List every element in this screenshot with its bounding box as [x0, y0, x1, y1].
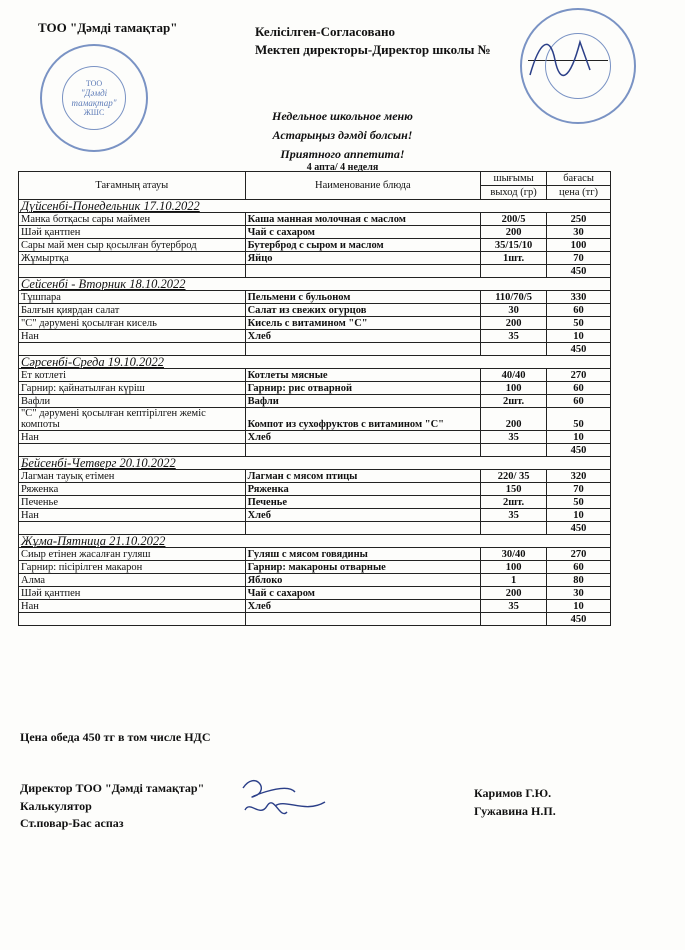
dish-name-kz: Нан — [19, 509, 246, 522]
dish-output: 200 — [481, 317, 547, 330]
dish-name-ru: Гарнир: макароны отварные — [245, 561, 481, 574]
dish-output: 40/40 — [481, 369, 547, 382]
week-label: 4 апта/ 4 неделя — [306, 162, 379, 173]
dish-name-ru: Бутерброд с сыром и маслом — [245, 239, 481, 252]
dish-name-kz: Нан — [19, 431, 246, 444]
dish-price: 60 — [547, 382, 611, 395]
empty-cell — [245, 343, 481, 356]
footer-chef: Ст.повар-Бас аспаз — [20, 816, 124, 830]
dish-name-kz: Нан — [19, 600, 246, 613]
dish-name-kz: "С" дәрумені қосылған кептірілген жеміс компоты — [19, 408, 246, 431]
table-row — [19, 548, 611, 561]
day-header-row — [19, 535, 611, 548]
day-total-row — [19, 613, 611, 626]
dish-name-ru: Хлеб — [245, 600, 481, 613]
col-header-kz: Тағамның атауы — [19, 172, 246, 200]
dish-name-ru: Хлеб — [245, 509, 481, 522]
footer-director: Директор ТОО "Дәмді тамақтар" — [20, 781, 205, 795]
empty-cell — [245, 613, 481, 626]
empty-cell — [481, 613, 547, 626]
dish-name-ru: Каша манная молочная с маслом — [245, 213, 481, 226]
dish-price: 50 — [547, 496, 611, 509]
menu-title: Недельное школьное меню — [272, 109, 413, 123]
empty-cell — [245, 444, 481, 457]
table-row — [19, 252, 611, 265]
dish-name-ru: Компот из сухофруктов с витамином "С" — [245, 408, 481, 431]
day-header-row — [19, 200, 611, 213]
dish-price: 60 — [547, 304, 611, 317]
empty-cell — [245, 265, 481, 278]
dish-price: 10 — [547, 600, 611, 613]
dish-name-ru: Печенье — [245, 496, 481, 509]
day-title: Сәрсенбі-Среда 19.10.2022 — [19, 356, 611, 369]
dish-price: 250 — [547, 213, 611, 226]
dish-output: 200 — [481, 408, 547, 431]
day-total-row — [19, 265, 611, 278]
dish-name-ru: Пельмени с бульоном — [245, 291, 481, 304]
dish-price: 30 — [547, 226, 611, 239]
day-total: 450 — [547, 522, 611, 535]
approval-director-line: Мектеп директоры-Директор школы № — [255, 42, 491, 57]
dish-name-ru: Лагман с мясом птицы — [245, 470, 481, 483]
dish-name-ru: Котлеты мясные — [245, 369, 481, 382]
table-row — [19, 470, 611, 483]
dish-price: 270 — [547, 548, 611, 561]
dish-name-kz: Манка ботқасы сары маймен — [19, 213, 246, 226]
menu-wish-kz: Астарыңыз дәмді болсын! — [272, 128, 413, 142]
dish-price: 50 — [547, 408, 611, 431]
dish-price: 80 — [547, 574, 611, 587]
day-total-row — [19, 343, 611, 356]
dish-output: 30/40 — [481, 548, 547, 561]
dish-price: 10 — [547, 330, 611, 343]
menu-wish-ru: Приятного аппетита! — [280, 147, 405, 161]
dish-price: 10 — [547, 431, 611, 444]
dish-name-ru: Кисель с витамином "С" — [245, 317, 481, 330]
col-header-output: шығымы — [481, 172, 547, 186]
table-row — [19, 600, 611, 613]
dish-output: 200 — [481, 587, 547, 600]
empty-cell — [481, 265, 547, 278]
empty-cell — [19, 522, 246, 535]
dish-name-kz: Балғын қиярдан салат — [19, 304, 246, 317]
handwritten-signatures — [225, 770, 345, 830]
empty-cell — [19, 613, 246, 626]
table-row — [19, 304, 611, 317]
day-header-row — [19, 356, 611, 369]
dish-name-kz: Лагман тауық етімен — [19, 470, 246, 483]
day-total: 450 — [547, 444, 611, 457]
dish-name-kz: Шәй қантпен — [19, 226, 246, 239]
dish-output: 35 — [481, 330, 547, 343]
director-signature — [520, 30, 600, 90]
empty-cell — [19, 343, 246, 356]
col-header-ru: Наименование блюда — [245, 172, 481, 200]
dish-price: 60 — [547, 561, 611, 574]
stamp-top-text: ТОО — [85, 79, 103, 88]
stamp-middle-text: "Дәмді тамақтар" — [71, 88, 117, 108]
dish-output: 2шт. — [481, 395, 547, 408]
day-total: 450 — [547, 613, 611, 626]
dish-price: 10 — [547, 509, 611, 522]
day-title: Бейсенбі-Четверг 20.10.2022 — [19, 457, 611, 470]
day-total: 450 — [547, 343, 611, 356]
dish-name-kz: "С" дәрумені қосылған кисель — [19, 317, 246, 330]
footer-name-director: Каримов Г.Ю. — [474, 786, 552, 800]
table-row — [19, 561, 611, 574]
dish-name-ru: Яйцо — [245, 252, 481, 265]
dish-name-kz: Тұшпара — [19, 291, 246, 304]
dish-name-kz: Печенье — [19, 496, 246, 509]
table-row — [19, 496, 611, 509]
dish-price: 320 — [547, 470, 611, 483]
col-header-price: бағасы — [547, 172, 611, 186]
table-row — [19, 408, 611, 431]
dish-name-ru: Ряженка — [245, 483, 481, 496]
table-row — [19, 483, 611, 496]
dish-output: 30 — [481, 304, 547, 317]
dish-price: 70 — [547, 252, 611, 265]
empty-cell — [245, 522, 481, 535]
dish-name-kz: Сиыр етінен жасалған гуляш — [19, 548, 246, 561]
menu-table — [18, 171, 611, 626]
empty-cell — [481, 444, 547, 457]
dish-name-kz: Алма — [19, 574, 246, 587]
approval-title: Келісілген-Согласовано — [255, 24, 395, 39]
dish-output: 150 — [481, 483, 547, 496]
dish-name-ru: Вафли — [245, 395, 481, 408]
table-row — [19, 587, 611, 600]
dish-price: 60 — [547, 395, 611, 408]
table-row — [19, 574, 611, 587]
day-header-row — [19, 457, 611, 470]
dish-name-ru: Салат из свежих огурцов — [245, 304, 481, 317]
dish-name-kz: Вафли — [19, 395, 246, 408]
dish-name-ru: Чай с сахаром — [245, 587, 481, 600]
table-row — [19, 395, 611, 408]
dish-name-ru: Гуляш с мясом говядины — [245, 548, 481, 561]
dish-output: 1шт. — [481, 252, 547, 265]
dish-name-ru: Гарнир: рис отварной — [245, 382, 481, 395]
dish-name-kz: Шәй қантпен — [19, 587, 246, 600]
dish-name-kz: Нан — [19, 330, 246, 343]
dish-price: 30 — [547, 587, 611, 600]
table-row — [19, 239, 611, 252]
dish-price: 70 — [547, 483, 611, 496]
dish-output: 110/70/5 — [481, 291, 547, 304]
table-row — [19, 317, 611, 330]
dish-output: 35/15/10 — [481, 239, 547, 252]
dish-name-kz: Ет котлеті — [19, 369, 246, 382]
dish-output: 220/ 35 — [481, 470, 547, 483]
table-row — [19, 382, 611, 395]
dish-price: 50 — [547, 317, 611, 330]
day-total-row — [19, 522, 611, 535]
dish-output: 100 — [481, 382, 547, 395]
stamp-bottom-text: ЖШС — [83, 108, 105, 117]
day-title: Жұма-Пятница 21.10.2022 — [19, 535, 611, 548]
dish-output: 200/5 — [481, 213, 547, 226]
table-row — [19, 291, 611, 304]
day-header-row — [19, 278, 611, 291]
dish-name-kz: Сары май мен сыр қосылған бутерброд — [19, 239, 246, 252]
company-name: ТОО "Дәмді тамақтар" — [38, 20, 178, 35]
dish-name-kz: Ряженка — [19, 483, 246, 496]
lunch-price-note: Цена обеда 450 тг в том числе НДС — [20, 730, 211, 744]
dish-price: 330 — [547, 291, 611, 304]
empty-cell — [19, 444, 246, 457]
dish-output: 35 — [481, 509, 547, 522]
dish-name-kz: Жұмыртқа — [19, 252, 246, 265]
dish-price: 270 — [547, 369, 611, 382]
dish-output: 35 — [481, 431, 547, 444]
dish-name-kz: Гарнир: қайнатылған күріш — [19, 382, 246, 395]
day-total-row — [19, 444, 611, 457]
empty-cell — [19, 265, 246, 278]
dish-price: 100 — [547, 239, 611, 252]
table-row — [19, 213, 611, 226]
empty-cell — [481, 522, 547, 535]
footer-calculator: Калькулятор — [20, 799, 92, 813]
table-row — [19, 369, 611, 382]
empty-cell — [481, 343, 547, 356]
dish-output: 200 — [481, 226, 547, 239]
footer-name-chef: Гужавина Н.П. — [474, 804, 556, 818]
day-total: 450 — [547, 265, 611, 278]
dish-output: 2шт. — [481, 496, 547, 509]
col-header-price-ru: цена (тг) — [547, 186, 611, 200]
dish-output: 1 — [481, 574, 547, 587]
day-title: Дүйсенбі-Понедельник 17.10.2022 — [19, 200, 611, 213]
table-row — [19, 509, 611, 522]
col-header-output-ru: выход (гр) — [481, 186, 547, 200]
table-row — [19, 431, 611, 444]
dish-name-ru: Хлеб — [245, 330, 481, 343]
dish-name-ru: Чай с сахаром — [245, 226, 481, 239]
dish-output: 100 — [481, 561, 547, 574]
day-title: Сейсенбі - Вторник 18.10.2022 — [19, 278, 611, 291]
dish-name-kz: Гарнир: пісірілген макарон — [19, 561, 246, 574]
dish-name-ru: Хлеб — [245, 431, 481, 444]
table-row — [19, 226, 611, 239]
table-row — [19, 330, 611, 343]
dish-name-ru: Яблоко — [245, 574, 481, 587]
dish-output: 35 — [481, 600, 547, 613]
